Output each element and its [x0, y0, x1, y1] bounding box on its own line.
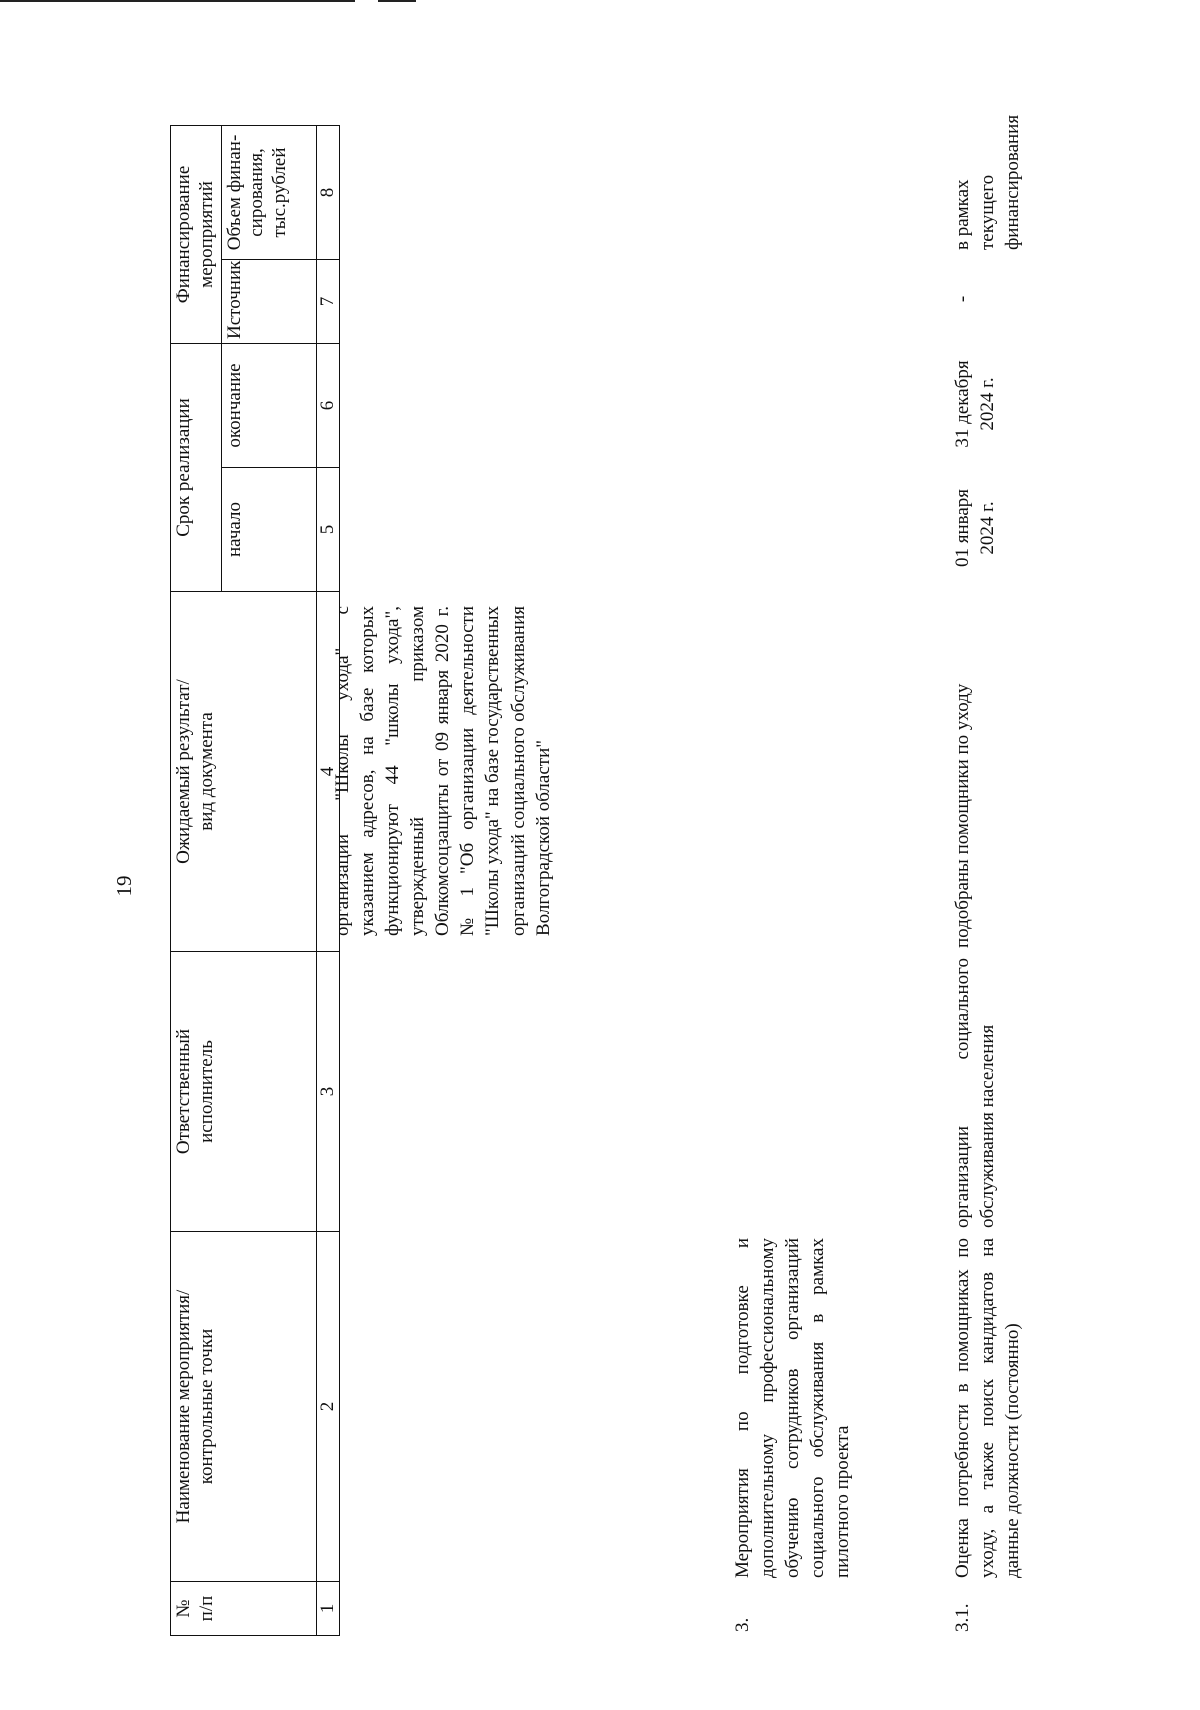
row-number: 3.	[732, 1617, 753, 1632]
column-number-cell: 1	[316, 1582, 340, 1636]
header-term-group: Срок реализации	[171, 343, 222, 591]
financing-amount: в рамках текущего финансирования	[952, 114, 1024, 250]
start-date: 01 января 2024 г.	[952, 488, 999, 568]
header-number: № п/п	[171, 1582, 317, 1636]
header-expected-result: Ожидаемый результат/ вид документа	[171, 592, 317, 952]
end-date: 31 декабря 2024 г.	[952, 360, 999, 448]
header-event-name: Наименование мероприятия/ контрольные точки	[171, 1232, 317, 1582]
rotated-page	[112, 114, 1050, 1636]
column-number-cell: 2	[316, 1232, 340, 1582]
event-name: Оценка потребности в помощниках по уходу, а также поиск кандидатов на данные должности (постоянно)	[952, 1238, 1024, 1578]
expected-result: подобраны помощники по уходу	[952, 683, 973, 948]
header-end: окончание	[221, 343, 316, 467]
column-number-cell: 6	[316, 343, 340, 467]
column-number-cell: 8	[316, 125, 340, 259]
header-amount: Объем финан- сирования, тыс.рублей	[221, 125, 316, 259]
header-financing-group: Финансирование мероприятий	[171, 125, 222, 343]
event-name: Мероприятия по подготовке и дополнительному профессиональному обучению сотрудников организаций социального обслуживания в рамках пилотного проекта	[732, 1238, 854, 1578]
column-number-cell: 4	[316, 592, 340, 952]
column-number-cell: 3	[316, 952, 340, 1232]
expected-result-text: организации "Школы ухода" с указанием адресов, на базе которых функционируют 44 "школы ухода", утвержденный приказом Облкомсоцзащиты от 09 января 2020 г. № 1 "Об организации деятельности "Школы ухода" на базе государственных организаций социального обслуживания Волгоградской области"	[332, 606, 554, 936]
header-start: начало	[221, 468, 316, 592]
plan-table-header	[170, 125, 340, 1636]
scan-edge-line	[378, 0, 416, 2]
page-number: 19	[112, 875, 136, 897]
column-number-cell: 7	[316, 259, 340, 343]
scan-edge-line	[0, 0, 355, 2]
header-executor: Ответственный исполнитель	[171, 952, 317, 1232]
header-source: Источник	[221, 259, 316, 343]
column-number-cell: 5	[316, 468, 340, 592]
row-number: 3.1.	[952, 1603, 973, 1632]
executor: организации социального обслуживания населения	[952, 958, 999, 1228]
financing-source: -	[952, 295, 973, 303]
